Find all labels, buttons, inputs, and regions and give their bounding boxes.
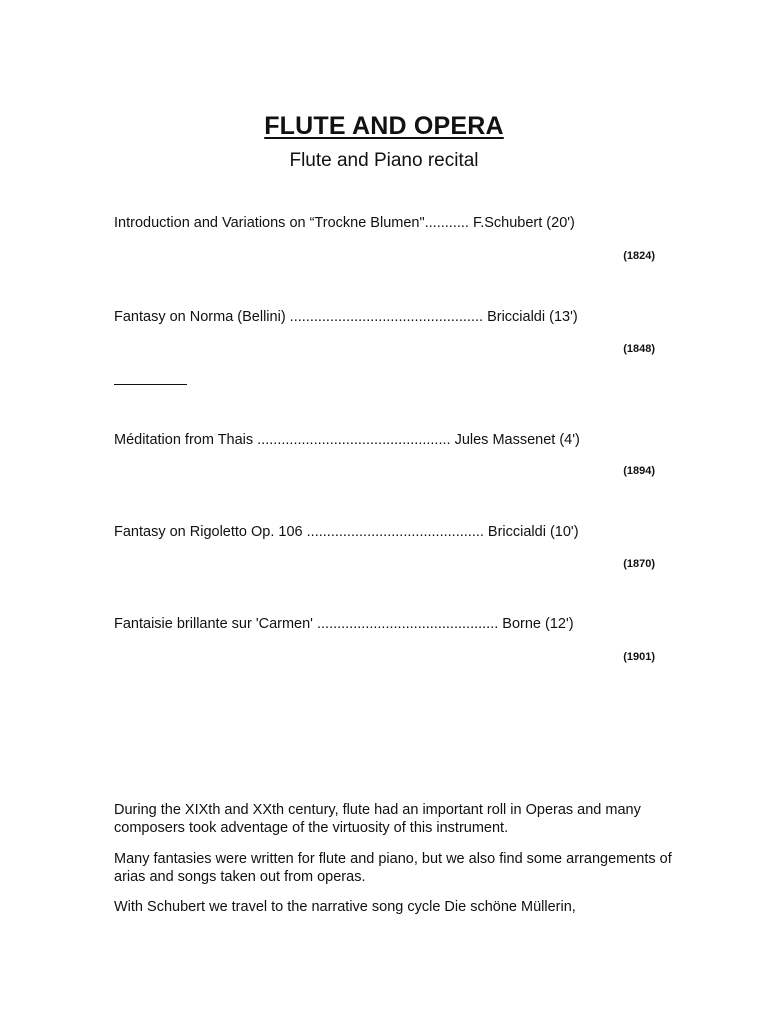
description-paragraph-2: Many fantasies were written for flute and piano, but we also find some arrangements of arias and songs taken out from operas. bbox=[114, 851, 672, 885]
program-entry-thais: Méditation from Thais ................................................ Jules Massenet (4') bbox=[114, 432, 580, 448]
program-entry-schubert: Introduction and Variations on “Trockne Blumen"........... F.Schubert (20') bbox=[114, 215, 575, 231]
program-year-carmen: (1901) bbox=[623, 651, 655, 663]
program-year-thais: (1894) bbox=[623, 465, 655, 477]
program-year-schubert: (1824) bbox=[623, 250, 655, 262]
program-year-rigoletto: (1870) bbox=[623, 558, 655, 570]
document-title: FLUTE AND OPERA bbox=[264, 112, 504, 140]
description-paragraph-3: With Schubert we travel to the narrative song cycle Die schöne Müllerin, bbox=[114, 899, 576, 915]
document-subtitle: Flute and Piano recital bbox=[289, 150, 479, 171]
section-separator-line bbox=[114, 384, 187, 385]
program-entry-rigoletto: Fantasy on Rigoletto Op. 106 ............................................ Briccialdi (10') bbox=[114, 524, 579, 540]
program-entry-carmen: Fantaisie brillante sur 'Carmen' ............................................. Borne (12') bbox=[114, 616, 574, 632]
description-paragraph-1: During the XIXth and XXth century, flute had an important roll in Operas and many composers took adventage of the virtuosity of this instrument. bbox=[114, 802, 641, 836]
program-year-norma: (1848) bbox=[623, 343, 655, 355]
program-entry-norma: Fantasy on Norma (Bellini) ................................................ Briccialdi (13') bbox=[114, 309, 578, 325]
